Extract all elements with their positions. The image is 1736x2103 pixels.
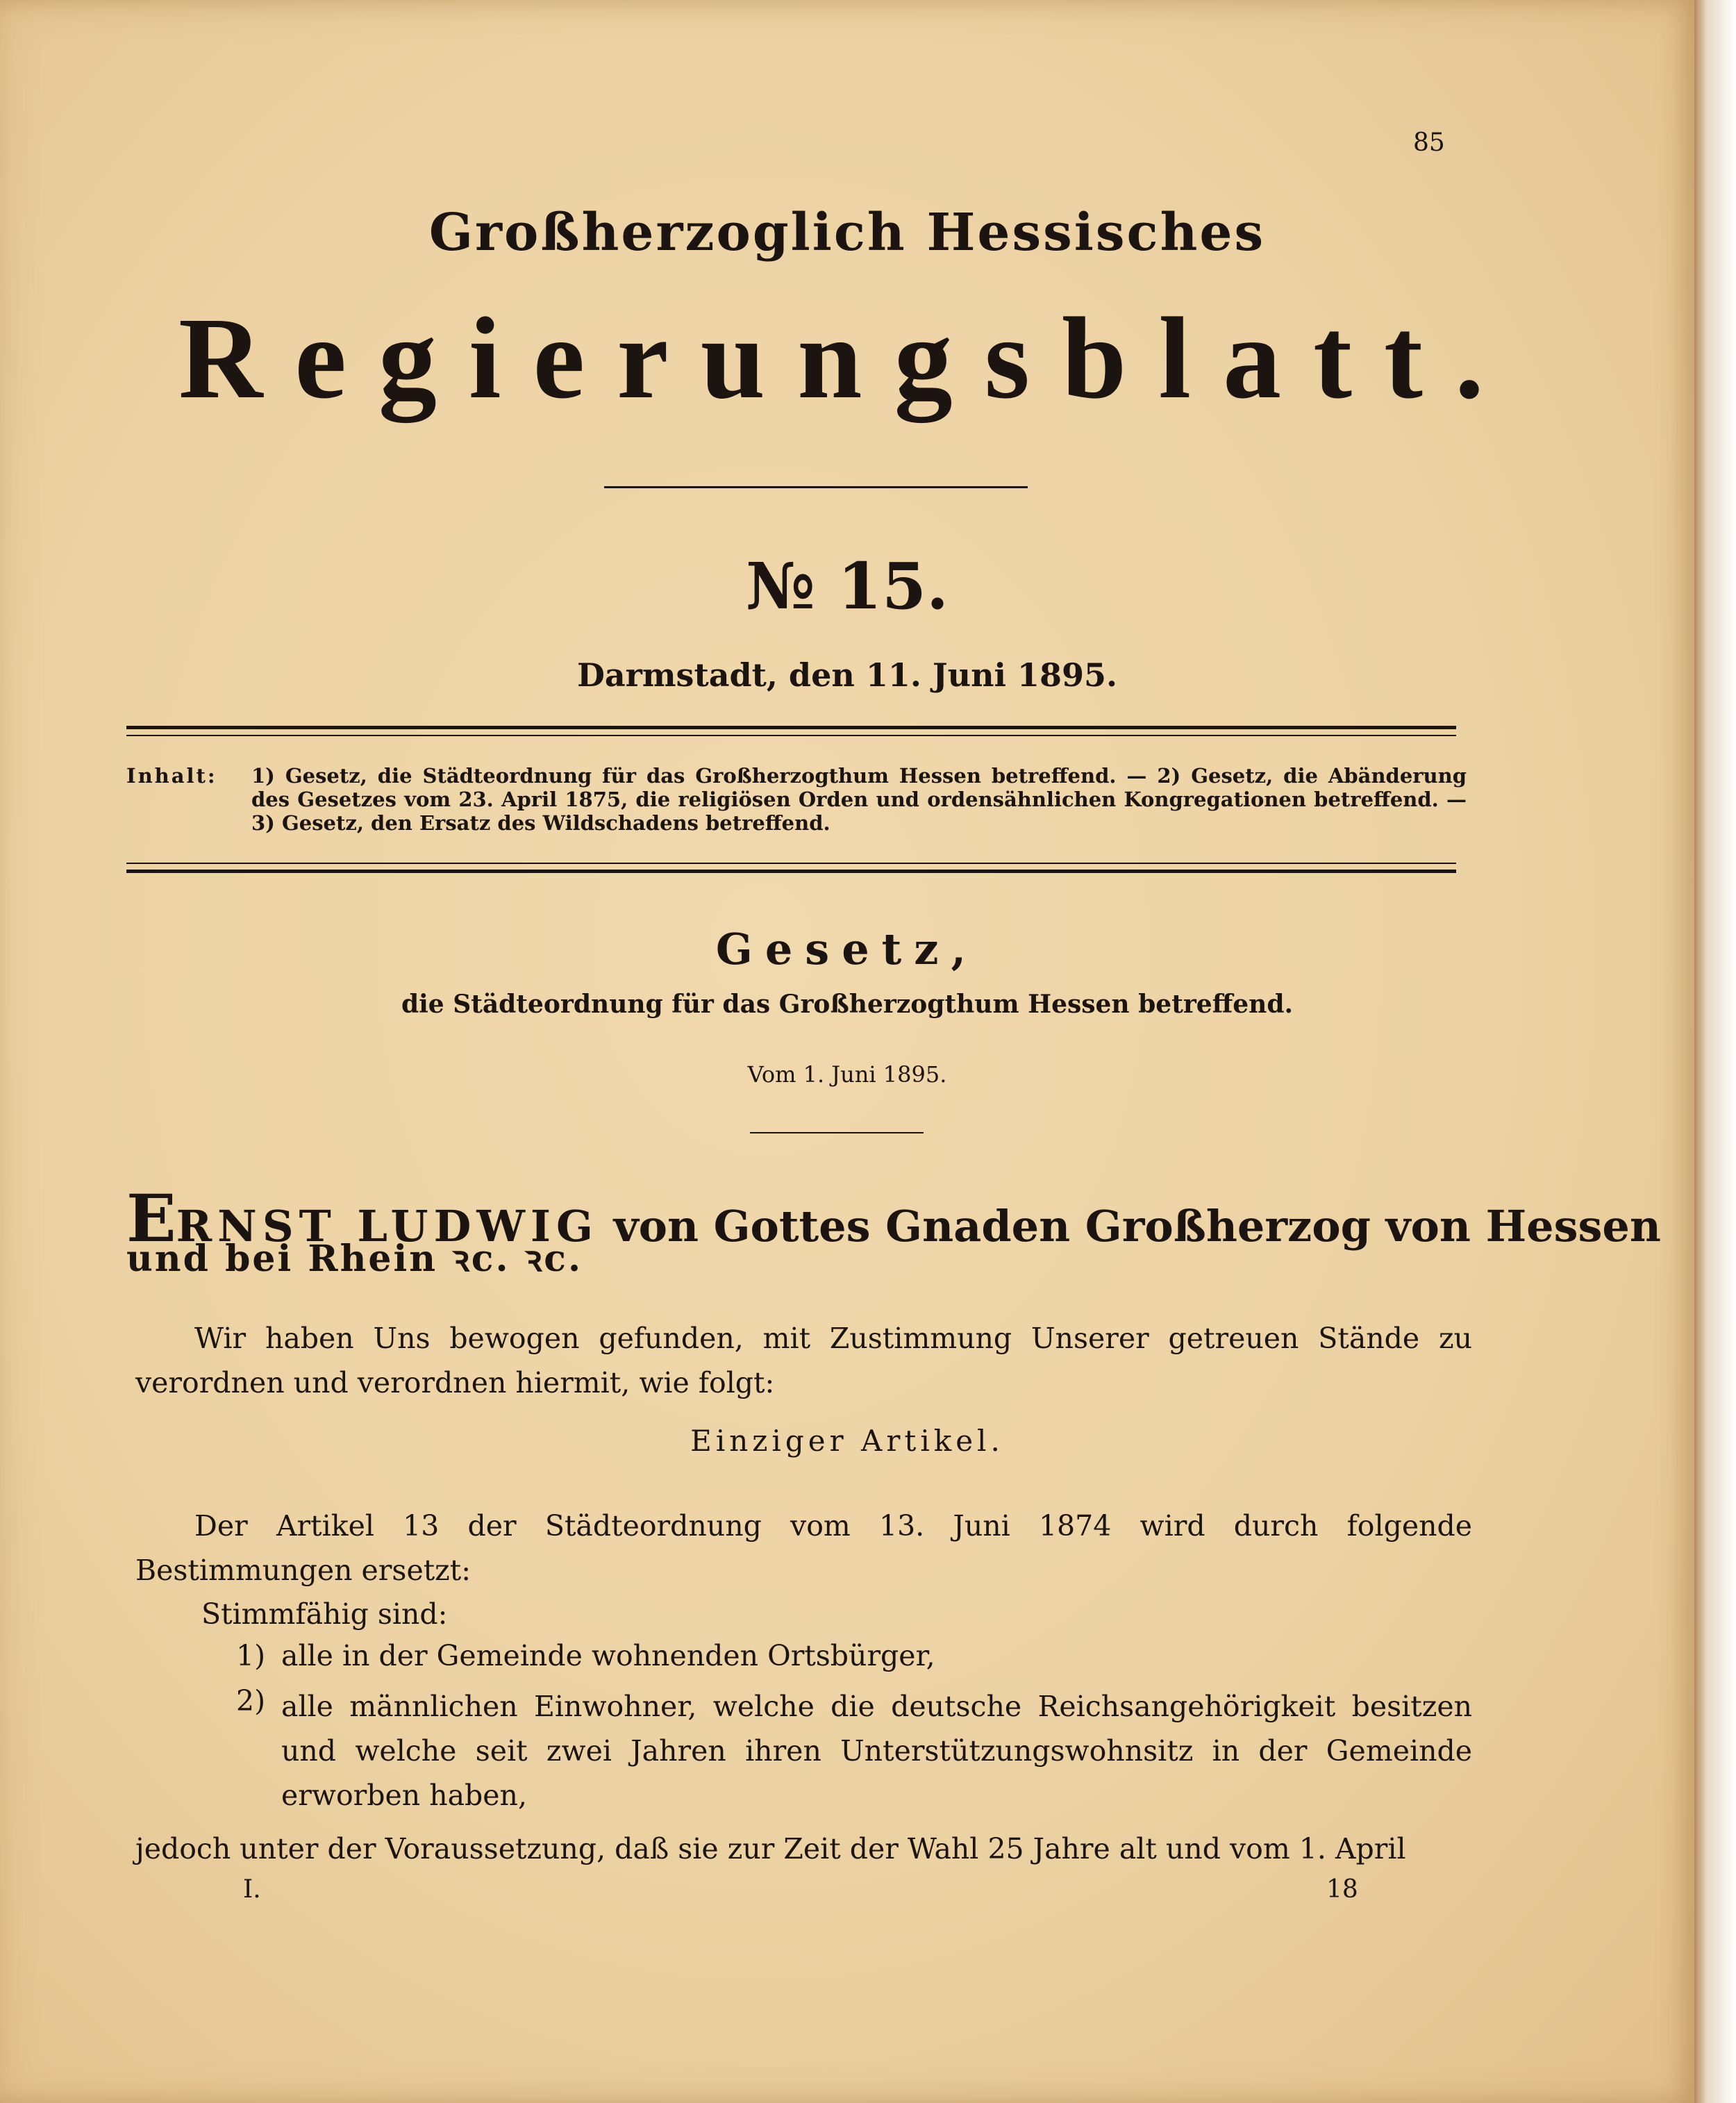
contents-top-rule-thin [126,735,1456,736]
preamble-initial: E [126,1181,176,1257]
signature-mark-left: I. [243,1875,261,1904]
issue-number: № 15. [745,549,949,624]
scan-edge [1694,0,1736,2103]
masthead-line1: Großherzoglich Hessisches [428,203,1266,263]
signature-mark-right: 18 [1326,1875,1358,1904]
masthead-title: Regierungsblatt. [178,294,1516,423]
list-item-number: 2) [236,1684,266,1718]
issue-dateline: Darmstadt, den 11. Juni 1895. [576,656,1118,694]
law-date: Vom 1. Juni 1895. [747,1061,947,1088]
law-heading: Gesetz, [715,924,979,974]
continuation-paragraph: jedoch unter der Voraussetzung, daß sie zur Zeit der Wahl 25 Jahre alt und vom 1. April [135,1832,1406,1865]
list-item: alle männlichen Einwohner, welche die deutsche Reichsangehörigkeit besitzen und welche seit zwei Jahren ihren Unterstützungswohnsitz in der Gemeinde erworben haben, [281,1690,1472,1812]
law-subject: die Städteordnung für das Großherzogthum Hessen betreffend. [401,990,1294,1019]
contents-text: 1) Gesetz, die Städteordnung für das Großherzogthum Hessen betreffend. — 2) Gesetz, die Abänderung des Gesetzes vom 23. April 1875, die religiösen Orden und ordensähnlichen Kongregationen betreffend. — 3) Gesetz, den Ersatz des Wildschadens betreffend. [251,764,1467,835]
preamble-sovereign-name: RNST LUDWIG [176,1201,599,1252]
contents-label: Inhalt: [126,764,217,788]
masthead-rule [604,486,1028,488]
eligible-intro: Stimmfähig sind: [201,1597,448,1631]
preamble-line2: und bei Rhein ꝛc. ꝛc. [126,1238,583,1280]
enacting-paragraph: Wir haben Uns bewogen gefunden, mit Zustimmung Unserer getreuen Stände zu verordnen und verordnen hiermit, wie folgt: [135,1322,1472,1399]
list-item: alle in der Gemeinde wohnenden Ortsbürger, [281,1639,935,1672]
article-paragraph: Der Artikel 13 der Städteordnung vom 13. Juni 1874 wird durch folgende Bestimmungen ersetzt: [135,1509,1472,1587]
law-date-rule [750,1132,924,1133]
list-item-number: 1) [236,1639,266,1672]
page-number: 85 [1413,128,1445,157]
preamble-title: von Gottes Gnaden Großherzog von Hessen [613,1201,1661,1252]
contents-bottom-rule-thin [126,863,1456,864]
article-heading: Einziger Artikel. [690,1424,1004,1458]
contents-top-rule-thick [126,726,1456,729]
contents-bottom-rule-thick [126,870,1456,873]
